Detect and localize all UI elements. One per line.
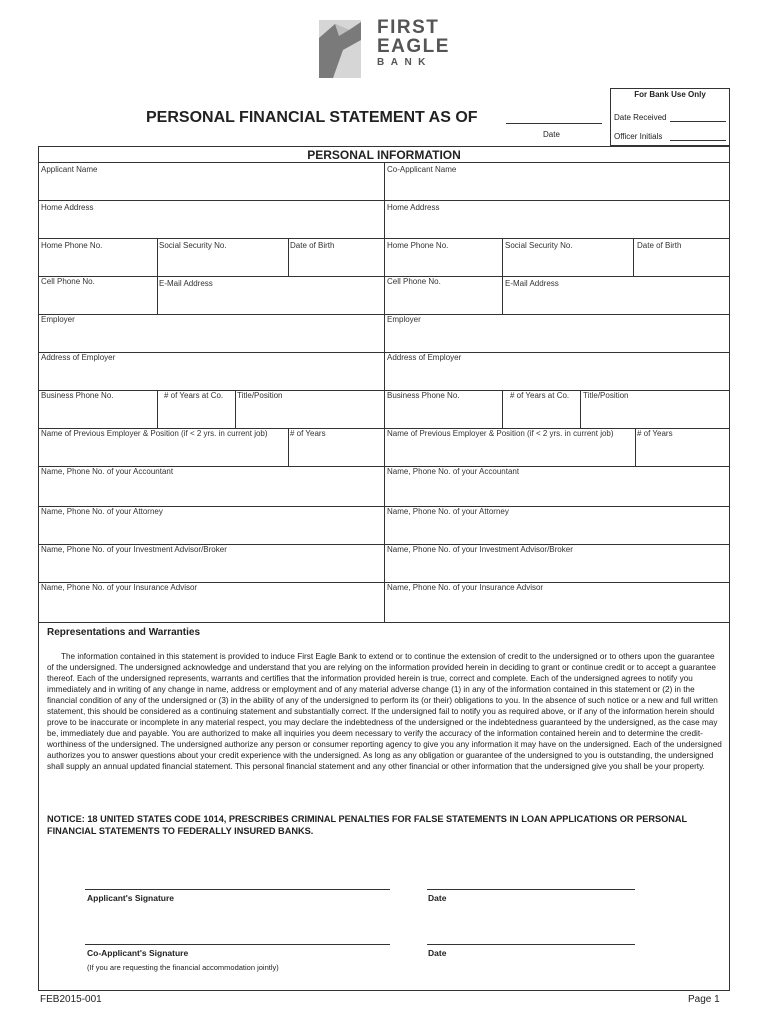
- bank-logo-text: [377, 18, 457, 68]
- co-employer-field[interactable]: Employer: [387, 315, 421, 324]
- co-insurance-advisor-field[interactable]: Name, Phone No. of your Insurance Advisor: [387, 583, 544, 592]
- section-title-personal-info: PERSONAL INFORMATION: [307, 148, 461, 162]
- co-applicant-signature-label: Co-Applicant's Signature: [87, 948, 189, 958]
- page-title: PERSONAL FINANCIAL STATEMENT AS OF: [146, 109, 478, 126]
- co-employer-address-field[interactable]: Address of Employer: [387, 353, 462, 362]
- previous-years-field[interactable]: # of Years: [290, 429, 326, 438]
- accountant-field[interactable]: Name, Phone No. of your Accountant: [41, 467, 174, 476]
- years-at-co-field[interactable]: # of Years at Co.: [164, 391, 224, 400]
- eagle-logo-icon: [319, 20, 361, 78]
- applicant-signature-label: Applicant's Signature: [87, 893, 175, 903]
- employer-address-field[interactable]: Address of Employer: [41, 353, 116, 362]
- co-applicant-name-field[interactable]: Co-Applicant Name: [387, 165, 457, 174]
- officer-initials-input[interactable]: [670, 132, 726, 141]
- co-home-address-field[interactable]: Home Address: [387, 203, 440, 212]
- employer-field[interactable]: Employer: [41, 315, 75, 324]
- date-received-label: Date Received: [614, 113, 667, 122]
- applicant-date-input[interactable]: [427, 889, 635, 890]
- form-code: FEB2015-001: [40, 994, 102, 1005]
- representations-body: The information contained in this statement is provided to induce First Eagle Bank to extend or to continue the extension of credit to the undersigned or to others upon the guarantee of the undersigned. The undersigned acknowledge and understand that you are relying on the information provided herein in deciding to grant or continue credit or to accept a guarantee thereof. Each of the undersigned represents, warrants and certifies that the information provided herein is true, correct and complete. Each of the undersigned agrees to notify you immediately and in writing of any change in name, address or employment and of any material adverse change (1) in any of the information contained in this statement or (2) in the financial condition of any of the undersigned or (3) in the ability of any of the undersigned to perform its (or their) obligations to you. In the absence of such notice or a new and full written statement, this should be considered as a continuing statement and substantially correct. If the undersigned fail to notify you as required above, or if any of the information herein should prove to be inaccurate or incomplete in any material respect, you may declare the indebtedness of the undersigned or the indebtedness guaranteed by the undersigned, as the case may be, immediately due and payable. You are authorized to make all inquiries you deem necessary to verify the accuracy of the information contained herein and to determine the credit-worthiness of the undersigned. The undersigned authorize any person or consumer reporting agency to give you any information it may have on the undersigned. Each of the undersigned authorizes you to answer questions about your credit experience with the undersigned. As long as any obligation or guarantee of the undersigned to you is outstanding, the undersigned shall supply an annual updated financial statement. This personal financial statement and any other financial or other information that the undersigned give you shall be your property.: [47, 652, 722, 771]
- co-business-phone-field[interactable]: Business Phone No.: [387, 391, 460, 400]
- co-dob-field[interactable]: Date of Birth: [637, 241, 682, 250]
- investment-advisor-field[interactable]: Name, Phone No. of your Investment Advisor/Broker: [41, 545, 227, 554]
- attorney-field[interactable]: Name, Phone No. of your Attorney: [41, 507, 163, 516]
- home-address-field[interactable]: Home Address: [41, 203, 94, 212]
- co-investment-advisor-field[interactable]: Name, Phone No. of your Investment Advisor/Broker: [387, 545, 573, 554]
- page-number: Page 1: [688, 994, 720, 1005]
- logo-line-1: FIRST: [377, 17, 440, 38]
- statement-date-caption: Date: [543, 130, 560, 139]
- co-ssn-field[interactable]: Social Security No.: [505, 241, 573, 250]
- applicant-name-field[interactable]: Applicant Name: [41, 165, 98, 174]
- co-years-at-co-field[interactable]: # of Years at Co.: [510, 391, 570, 400]
- home-phone-field[interactable]: Home Phone No.: [41, 241, 103, 250]
- co-previous-years-field[interactable]: # of Years: [637, 429, 673, 438]
- date-received-input[interactable]: [670, 113, 726, 122]
- statement-date-input[interactable]: [506, 123, 602, 124]
- logo-line-3: BANK: [377, 57, 432, 68]
- co-applicant-date-label: Date: [428, 948, 447, 958]
- joint-request-note: (If you are requesting the financial accommodation jointly): [87, 963, 279, 972]
- title-position-field[interactable]: Title/Position: [237, 391, 283, 400]
- applicant-date-label: Date: [428, 893, 447, 903]
- dob-field[interactable]: Date of Birth: [290, 241, 335, 250]
- co-applicant-date-input[interactable]: [427, 944, 635, 945]
- business-phone-field[interactable]: Business Phone No.: [41, 391, 114, 400]
- representations-heading: Representations and Warranties: [47, 627, 201, 638]
- co-cell-phone-field[interactable]: Cell Phone No.: [387, 277, 441, 286]
- email-field[interactable]: E-Mail Address: [159, 279, 213, 288]
- cell-phone-field[interactable]: Cell Phone No.: [41, 277, 95, 286]
- co-home-phone-field[interactable]: Home Phone No.: [387, 241, 449, 250]
- applicant-signature-input[interactable]: [85, 889, 390, 890]
- co-applicant-signature-input[interactable]: [85, 944, 390, 945]
- officer-initials-label: Officer Initials: [614, 132, 663, 141]
- co-email-field[interactable]: E-Mail Address: [505, 279, 559, 288]
- previous-employer-field[interactable]: Name of Previous Employer & Position (if < 2 yrs. in current job): [41, 429, 268, 438]
- co-accountant-field[interactable]: Name, Phone No. of your Accountant: [387, 467, 520, 476]
- insurance-advisor-field[interactable]: Name, Phone No. of your Insurance Advisor: [41, 583, 198, 592]
- bank-use-heading: For Bank Use Only: [634, 90, 706, 99]
- logo-line-2: EAGLE: [377, 36, 450, 57]
- co-attorney-field[interactable]: Name, Phone No. of your Attorney: [387, 507, 509, 516]
- ssn-field[interactable]: Social Security No.: [159, 241, 227, 250]
- co-previous-employer-field[interactable]: Name of Previous Employer & Position (if < 2 yrs. in current job): [387, 429, 614, 438]
- federal-notice: NOTICE: 18 UNITED STATES CODE 1014, PRESCRIBES CRIMINAL PENALTIES FOR FALSE STATEMENTS IN LOAN APPLICATIONS OR PERSONAL FINANCIAL STATEMENTS TO FEDERALLY INSURED BANKS.: [47, 814, 687, 836]
- co-title-position-field[interactable]: Title/Position: [583, 391, 629, 400]
